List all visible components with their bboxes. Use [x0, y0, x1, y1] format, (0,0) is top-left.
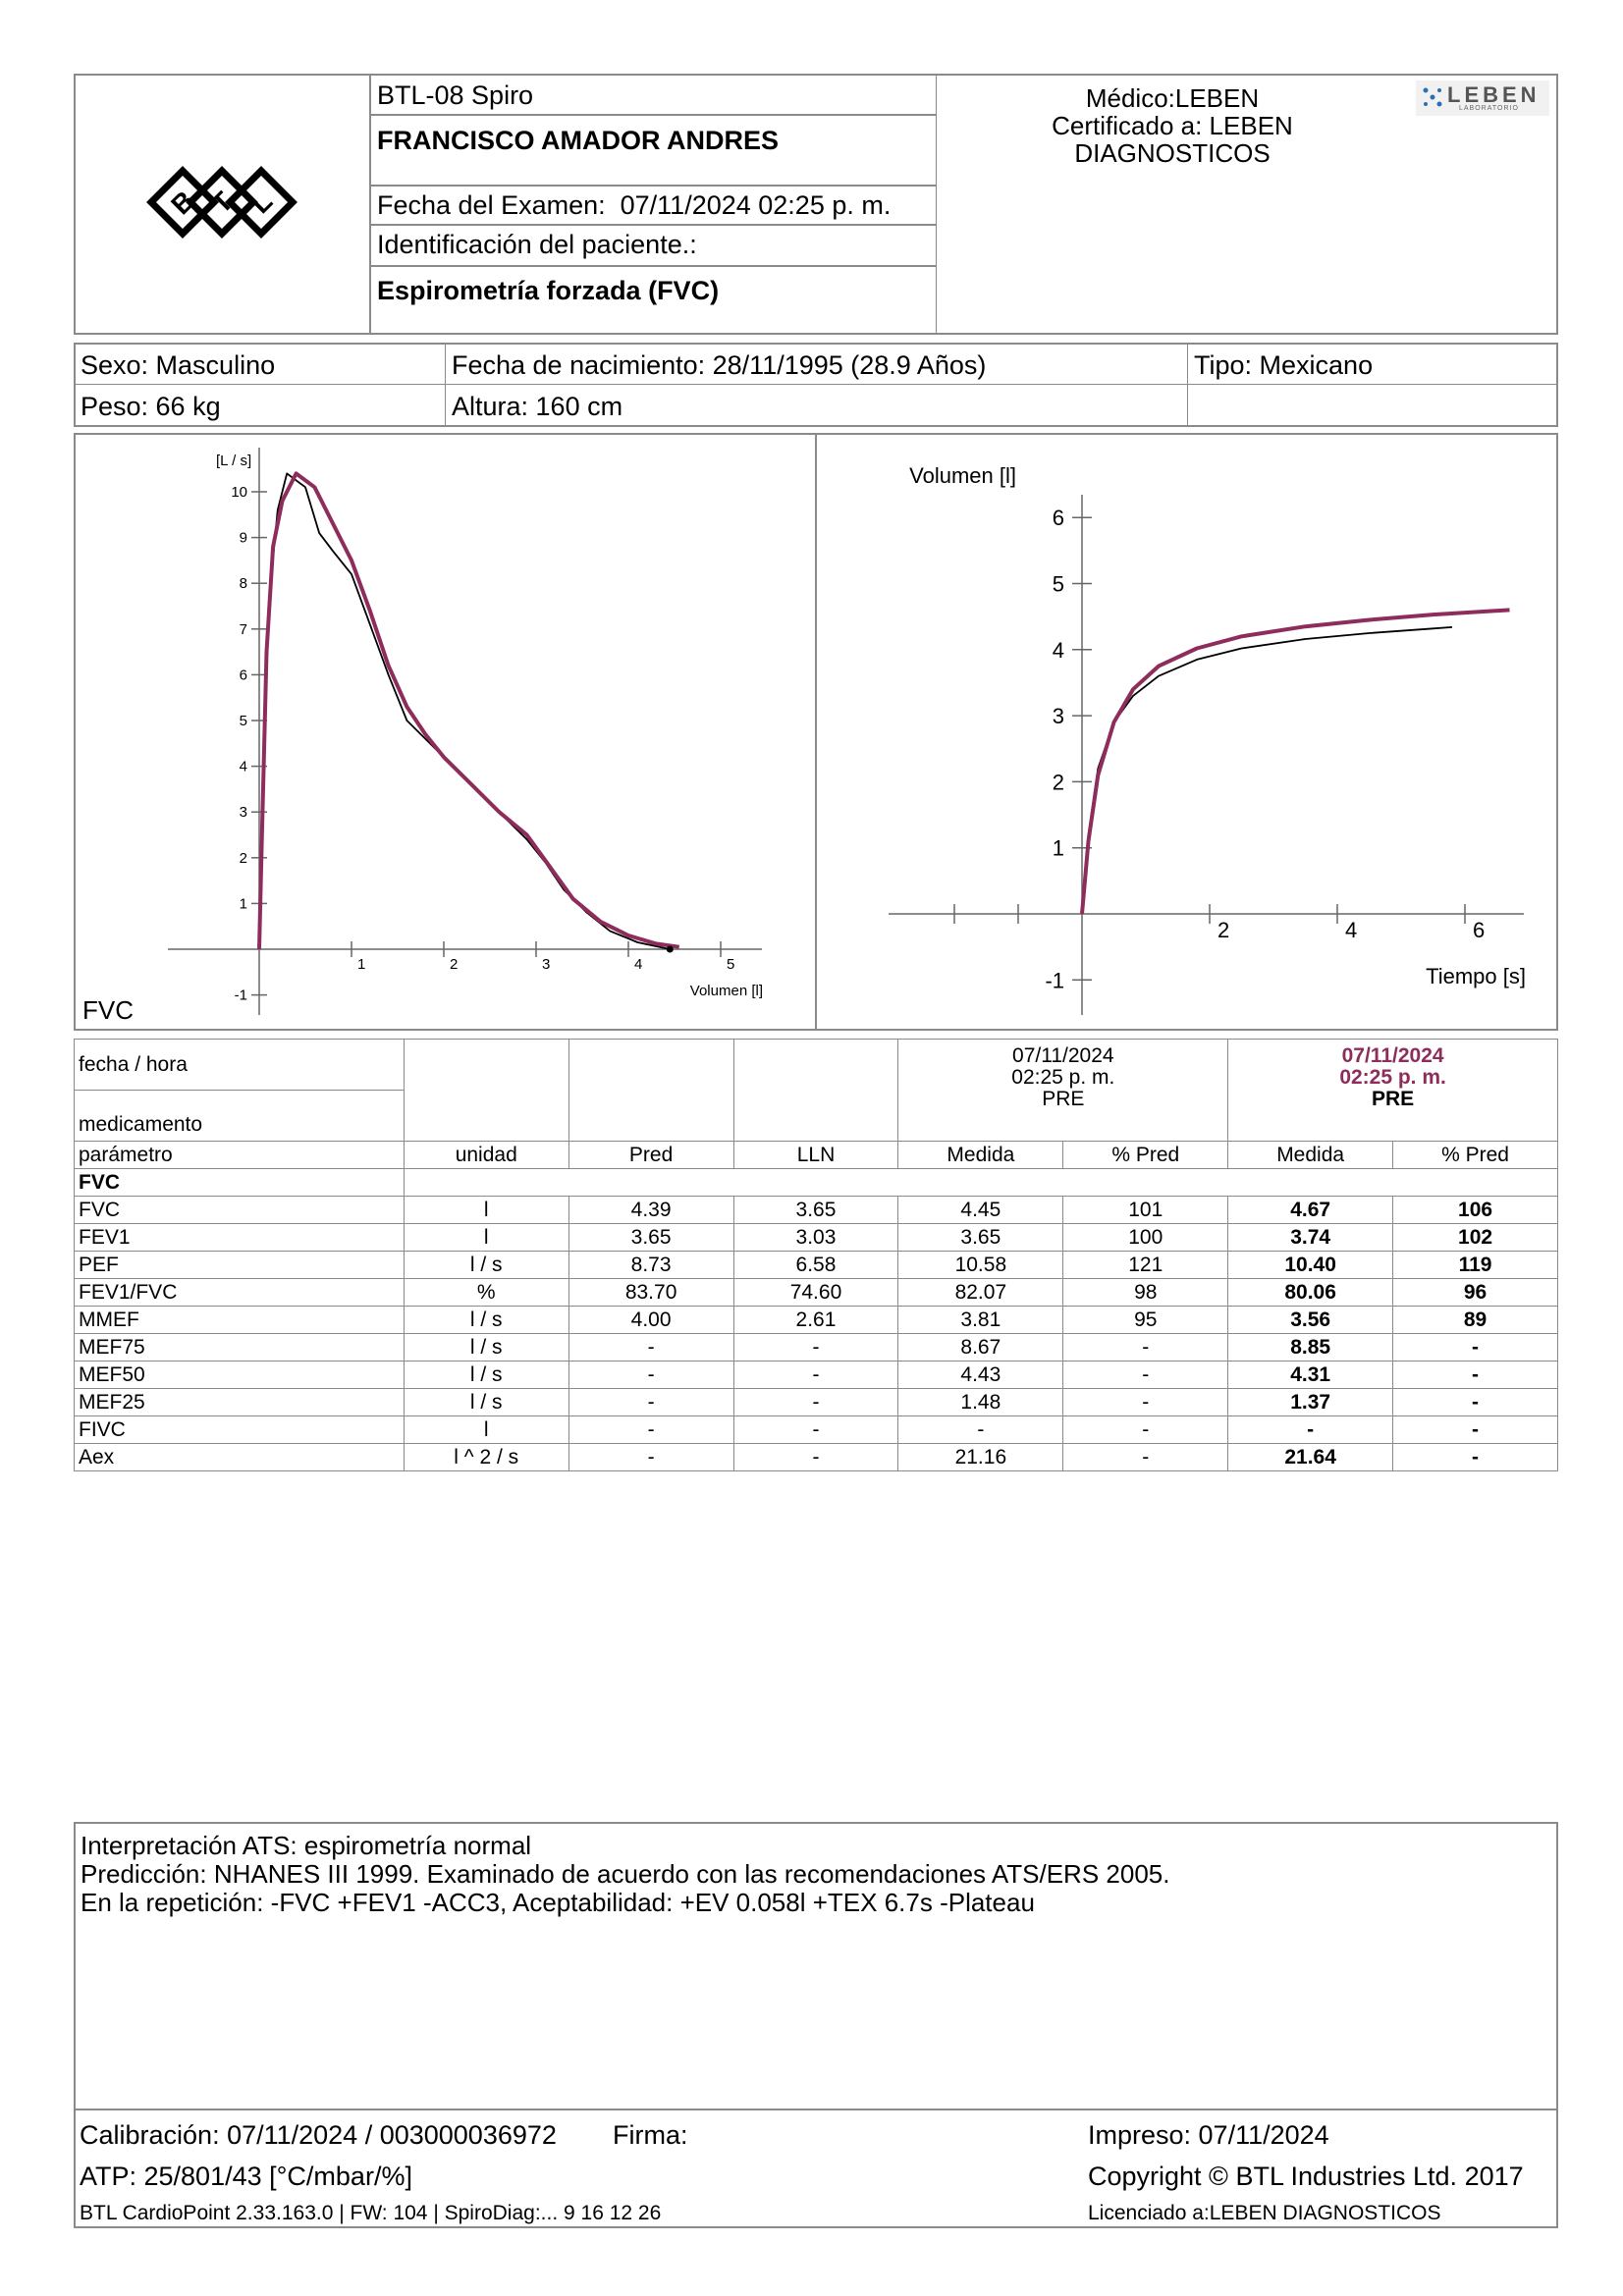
y-tick-label: 9 — [239, 529, 247, 547]
x-tick-label: 1 — [357, 956, 366, 973]
flow-volume-chart — [75, 434, 813, 1029]
patient-weight: Peso: 66 kg — [74, 384, 446, 427]
table-row — [75, 1307, 1558, 1334]
table-cell: - — [733, 1389, 898, 1416]
y-tick-label: 5 — [1052, 571, 1064, 597]
table-cell: MMEF — [75, 1307, 405, 1334]
table-cell: - — [1063, 1444, 1228, 1471]
section-label-fvc: FVC — [82, 995, 134, 1025]
table-cell: l / s — [404, 1252, 568, 1279]
svg-text:B: B — [165, 185, 201, 221]
table-cell: l — [404, 1224, 568, 1252]
software-text: BTL CardioPoint 2.33.163.0 | FW: 104 | SpiroDiag:... 9 16 12 26 — [80, 2202, 662, 2224]
table-cell: - — [1393, 1389, 1558, 1416]
table-cell: 6.58 — [733, 1252, 898, 1279]
table-cell: 4.39 — [568, 1197, 733, 1224]
y-tick-label: 2 — [1052, 770, 1064, 795]
btl-logo — [143, 163, 300, 241]
group-empty — [404, 1169, 1557, 1197]
table-cell: 101 — [1063, 1197, 1228, 1224]
table-cell: 98 — [1063, 1279, 1228, 1307]
table-cell: - — [733, 1362, 898, 1389]
table-cell: 80.06 — [1228, 1279, 1393, 1307]
x-tick-label: 4 — [1345, 918, 1358, 942]
table-cell: FEV1 — [75, 1224, 405, 1252]
y-tick-label: 1 — [1052, 835, 1064, 861]
exam-date-value: 07/11/2024 02:25 p. m. — [620, 190, 892, 220]
table-cell: - — [1063, 1334, 1228, 1362]
table-cell: % — [404, 1279, 568, 1307]
doctor-line-3: DIAGNOSTICOS — [1074, 138, 1271, 168]
y-tick-label: 2 — [239, 849, 247, 867]
series-line-2 — [1082, 610, 1510, 914]
table-row — [75, 1444, 1558, 1471]
x-axis-label: Tiempo [s] — [1426, 964, 1526, 988]
row-fecha-label: fecha / hora — [75, 1040, 405, 1091]
table-cell: MEF50 — [75, 1362, 405, 1389]
header-empty-pred — [568, 1040, 733, 1142]
table-cell: 82.07 — [898, 1279, 1063, 1307]
table-cell: 74.60 — [733, 1279, 898, 1307]
y-tick-label: -1 — [1045, 968, 1064, 993]
trial1-header — [898, 1040, 1228, 1142]
table-cell: - — [568, 1334, 733, 1362]
table-cell: 3.65 — [568, 1224, 733, 1252]
table-cell: - — [1063, 1416, 1228, 1444]
btl-logo-letters — [165, 185, 278, 220]
leben-dots-icon — [1422, 86, 1443, 108]
device-name: BTL-08 Spiro — [371, 74, 937, 115]
table-row — [75, 1416, 1558, 1444]
doctor-info — [939, 84, 1406, 167]
table-cell: FEV1/FVC — [75, 1279, 405, 1307]
table-cell: 100 — [1063, 1224, 1228, 1252]
table-cell: - — [1228, 1416, 1393, 1444]
x-tick-label: 5 — [727, 956, 735, 973]
x-tick-label: 2 — [450, 956, 459, 973]
y-tick-label: -1 — [234, 987, 247, 1004]
interpretation-line-3: En la repetición: -FVC +FEV1 -ACC3, Aceptabilidad: +EV 0.058l +TEX 6.7s -Plateau — [81, 1888, 1035, 1917]
table-cell: - — [568, 1444, 733, 1471]
table-cell: 83.70 — [568, 1279, 733, 1307]
doctor-line-1: Médico:LEBEN — [1085, 83, 1260, 113]
table-cell: 8.67 — [898, 1334, 1063, 1362]
table-cell: 4.43 — [898, 1362, 1063, 1389]
y-tick-label: 6 — [1052, 506, 1064, 531]
doctor-line-2: Certificado a: LEBEN — [1052, 111, 1293, 140]
table-cell: 21.16 — [898, 1444, 1063, 1471]
x-tick-label: 4 — [634, 956, 643, 973]
y-tick-label: 7 — [239, 620, 247, 638]
table-cell: l / s — [404, 1389, 568, 1416]
table-cell: - — [568, 1416, 733, 1444]
y-tick-label: 5 — [239, 713, 247, 729]
table-cell: 3.03 — [733, 1224, 898, 1252]
group-row — [75, 1169, 1558, 1197]
trial1-date: 07/11/2024 — [1012, 1044, 1114, 1067]
table-cell: 2.61 — [733, 1307, 898, 1334]
column-header: % Pred — [1063, 1142, 1228, 1169]
table-cell: - — [898, 1416, 1063, 1444]
table-cell: 4.31 — [1228, 1362, 1393, 1389]
calibration-text: Calibración: 07/11/2024 / 003000036972 — [80, 2120, 557, 2150]
y-tick-label: 3 — [239, 804, 247, 822]
table-row — [75, 1334, 1558, 1362]
table-cell: - — [733, 1416, 898, 1444]
table-cell: 10.40 — [1228, 1252, 1393, 1279]
interpretation-line-2: Predicción: NHANES III 1999. Examinado de acuerdo con las recomendaciones ATS/ERS 2005. — [81, 1859, 1170, 1889]
table-row — [75, 1197, 1558, 1224]
column-header-row — [75, 1142, 1558, 1169]
row-medicamento-label: medicamento — [75, 1091, 405, 1142]
table-cell: 4.67 — [1228, 1197, 1393, 1224]
table-cell: - — [1393, 1362, 1558, 1389]
table-cell: 121 — [1063, 1252, 1228, 1279]
table-cell: 106 — [1393, 1197, 1558, 1224]
table-cell: - — [1063, 1362, 1228, 1389]
table-cell: 21.64 — [1228, 1444, 1393, 1471]
y-tick-label: 8 — [239, 575, 247, 593]
trial2-date: 07/11/2024 — [1341, 1044, 1444, 1067]
table-cell: l — [404, 1197, 568, 1224]
copyright-text: Copyright © BTL Industries Ltd. 2017 — [1088, 2162, 1524, 2191]
series-line-1 — [259, 473, 670, 949]
column-header: Medida — [1228, 1142, 1393, 1169]
y-axis-label: Volumen [l] — [909, 463, 1016, 488]
exam-type: Espirometría forzada (FVC) — [371, 266, 937, 335]
x-tick-label: 3 — [542, 956, 551, 973]
trial1-phase: PRE — [1042, 1088, 1085, 1110]
table-cell: 3.74 — [1228, 1224, 1393, 1252]
column-header: Pred — [568, 1142, 733, 1169]
y-tick-label: 3 — [1052, 704, 1064, 729]
svg-text:L: L — [244, 186, 279, 220]
header-empty-lln — [733, 1040, 898, 1142]
table-cell: 1.48 — [898, 1389, 1063, 1416]
table-cell: - — [1393, 1444, 1558, 1471]
table-cell: 3.65 — [898, 1224, 1063, 1252]
table-row — [75, 1279, 1558, 1307]
patient-sex: Sexo: Masculino — [74, 343, 446, 385]
leben-logo-sub: LABORATORIO — [1459, 105, 1519, 112]
y-tick-label: 4 — [1052, 637, 1064, 663]
y-tick-label: 6 — [239, 667, 247, 684]
table-cell: 8.85 — [1228, 1334, 1393, 1362]
svg-text:T: T — [205, 186, 240, 220]
end-point-marker — [667, 946, 674, 953]
table-row — [75, 1252, 1558, 1279]
column-header: unidad — [404, 1142, 568, 1169]
table-cell: PEF — [75, 1252, 405, 1279]
table-cell: - — [1393, 1416, 1558, 1444]
table-cell: - — [1063, 1389, 1228, 1416]
table-cell: 1.37 — [1228, 1389, 1393, 1416]
series-line-2 — [259, 473, 679, 949]
table-cell: 102 — [1393, 1224, 1558, 1252]
trial2-header — [1228, 1040, 1558, 1142]
table-cell: - — [568, 1389, 733, 1416]
table-cell: l / s — [404, 1307, 568, 1334]
signature-label: Firma: — [613, 2120, 688, 2150]
table-cell: - — [568, 1362, 733, 1389]
table-cell: l / s — [404, 1362, 568, 1389]
table-cell: 4.00 — [568, 1307, 733, 1334]
interpretation-line-1: Interpretación ATS: espirometría normal — [81, 1831, 532, 1860]
results-table — [74, 1039, 1558, 1471]
y-tick-label: 10 — [231, 484, 247, 501]
table-cell: 8.73 — [568, 1252, 733, 1279]
atp-text: ATP: 25/801/43 [°C/mbar/%] — [80, 2162, 412, 2191]
table-cell: l / s — [404, 1334, 568, 1362]
table-cell: - — [733, 1334, 898, 1362]
table-cell: 95 — [1063, 1307, 1228, 1334]
header-empty-unit — [404, 1040, 568, 1142]
table-row — [75, 1362, 1558, 1389]
table-cell: 96 — [1393, 1279, 1558, 1307]
table-cell: l ^ 2 / s — [404, 1444, 568, 1471]
patient-dob: Fecha de nacimiento: 28/11/1995 (28.9 Años) — [445, 343, 1188, 385]
interpretation-text — [81, 1832, 1169, 1917]
x-tick-label: 6 — [1473, 918, 1486, 942]
table-cell: 3.81 — [898, 1307, 1063, 1334]
y-tick-label: 4 — [239, 758, 247, 775]
column-header: parámetro — [75, 1142, 405, 1169]
patient-name: FRANCISCO AMADOR ANDRES — [371, 115, 937, 186]
table-cell: MEF75 — [75, 1334, 405, 1362]
x-tick-label: 2 — [1217, 918, 1230, 942]
patient-id: Identificación del paciente.: — [371, 225, 937, 266]
table-cell: FIVC — [75, 1416, 405, 1444]
table-cell: MEF25 — [75, 1389, 405, 1416]
volume-time-chart — [817, 434, 1557, 1029]
series-line-1 — [1082, 627, 1452, 914]
table-cell: 3.56 — [1228, 1307, 1393, 1334]
leben-logo — [1416, 80, 1549, 116]
table-cell: 89 — [1393, 1307, 1558, 1334]
table-cell: - — [1393, 1334, 1558, 1362]
table-cell: 119 — [1393, 1252, 1558, 1279]
table-cell: Aex — [75, 1444, 405, 1471]
table-row — [75, 1224, 1558, 1252]
leben-logo-text: LEBEN — [1447, 82, 1541, 107]
exam-date — [371, 186, 937, 225]
patient-empty-cell — [1187, 384, 1558, 427]
y-axis-label: [L / s] — [216, 453, 252, 469]
table-cell: l — [404, 1416, 568, 1444]
trial1-time: 02:25 p. m. — [1011, 1066, 1115, 1089]
licensed-text: Licenciado a:LEBEN DIAGNOSTICOS — [1088, 2202, 1441, 2224]
table-cell: 3.65 — [733, 1197, 898, 1224]
column-header: LLN — [733, 1142, 898, 1169]
group-label: FVC — [75, 1169, 405, 1197]
table-cell: FVC — [75, 1197, 405, 1224]
x-axis-label: Volumen [l] — [689, 983, 763, 999]
patient-height: Altura: 160 cm — [445, 384, 1188, 427]
exam-date-label: Fecha del Examen: — [377, 190, 606, 220]
trial2-phase: PRE — [1372, 1088, 1415, 1110]
table-cell: 4.45 — [898, 1197, 1063, 1224]
y-tick-label: 1 — [239, 895, 247, 913]
column-header: Medida — [898, 1142, 1063, 1169]
trial2-time: 02:25 p. m. — [1339, 1066, 1446, 1089]
table-row — [75, 1389, 1558, 1416]
table-cell: - — [733, 1444, 898, 1471]
patient-type: Tipo: Mexicano — [1187, 343, 1558, 385]
printed-date: Impreso: 07/11/2024 — [1088, 2120, 1329, 2150]
column-header: % Pred — [1393, 1142, 1558, 1169]
table-cell: 10.58 — [898, 1252, 1063, 1279]
